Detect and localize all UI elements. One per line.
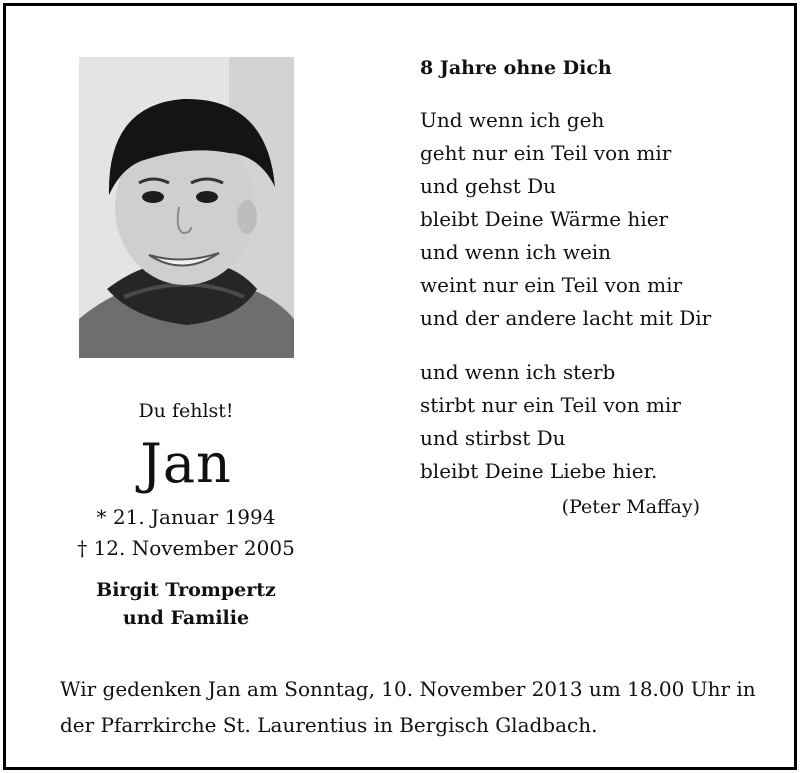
poem-line: bleibt Deine Wärme hier	[420, 207, 669, 231]
poem-line: und wenn ich wein	[420, 240, 612, 264]
poem-line: und gehst Du	[420, 174, 557, 198]
obituary-frame	[3, 3, 797, 770]
poem-author: (Peter Maffay)	[561, 496, 700, 518]
family-signature	[66, 576, 306, 632]
poem-stanza-1	[420, 104, 711, 335]
deceased-name: Jan	[140, 432, 232, 495]
poem-line: bleibt Deine Liebe hier.	[420, 459, 658, 483]
life-dates	[46, 502, 326, 564]
memorial-line-2: der Pfarrkirche St. Laurentius in Bergisch Gladbach.	[60, 713, 598, 737]
poem-line: und stirbst Du	[420, 426, 566, 450]
poem-line: stirbt nur ein Teil von mir	[420, 393, 681, 417]
birth-date: * 21. Januar 1994	[96, 505, 276, 529]
poem-stanza-2	[420, 356, 681, 488]
memorial-line-1: Wir gedenken Jan am Sonntag, 10. November 2013 um 18.00 Uhr in	[60, 677, 756, 701]
memorial-notice	[60, 671, 760, 743]
poem-line: Und wenn ich geh	[420, 108, 605, 132]
missing-you-text: Du fehlst!	[138, 400, 234, 422]
poem-line: geht nur ein Teil von mir	[420, 141, 672, 165]
poem-line: und wenn ich sterb	[420, 360, 616, 384]
family-line-2: und Familie	[122, 607, 250, 629]
poem-title: 8 Jahre ohne Dich	[420, 57, 612, 79]
family-line-1: Birgit Trompertz	[96, 579, 276, 601]
poem-line: weint nur ein Teil von mir	[420, 273, 683, 297]
portrait-photo-icon	[79, 57, 294, 358]
portrait-photo	[79, 57, 294, 358]
poem-line: und der andere lacht mit Dir	[420, 306, 712, 330]
death-date: † 12. November 2005	[77, 536, 295, 560]
